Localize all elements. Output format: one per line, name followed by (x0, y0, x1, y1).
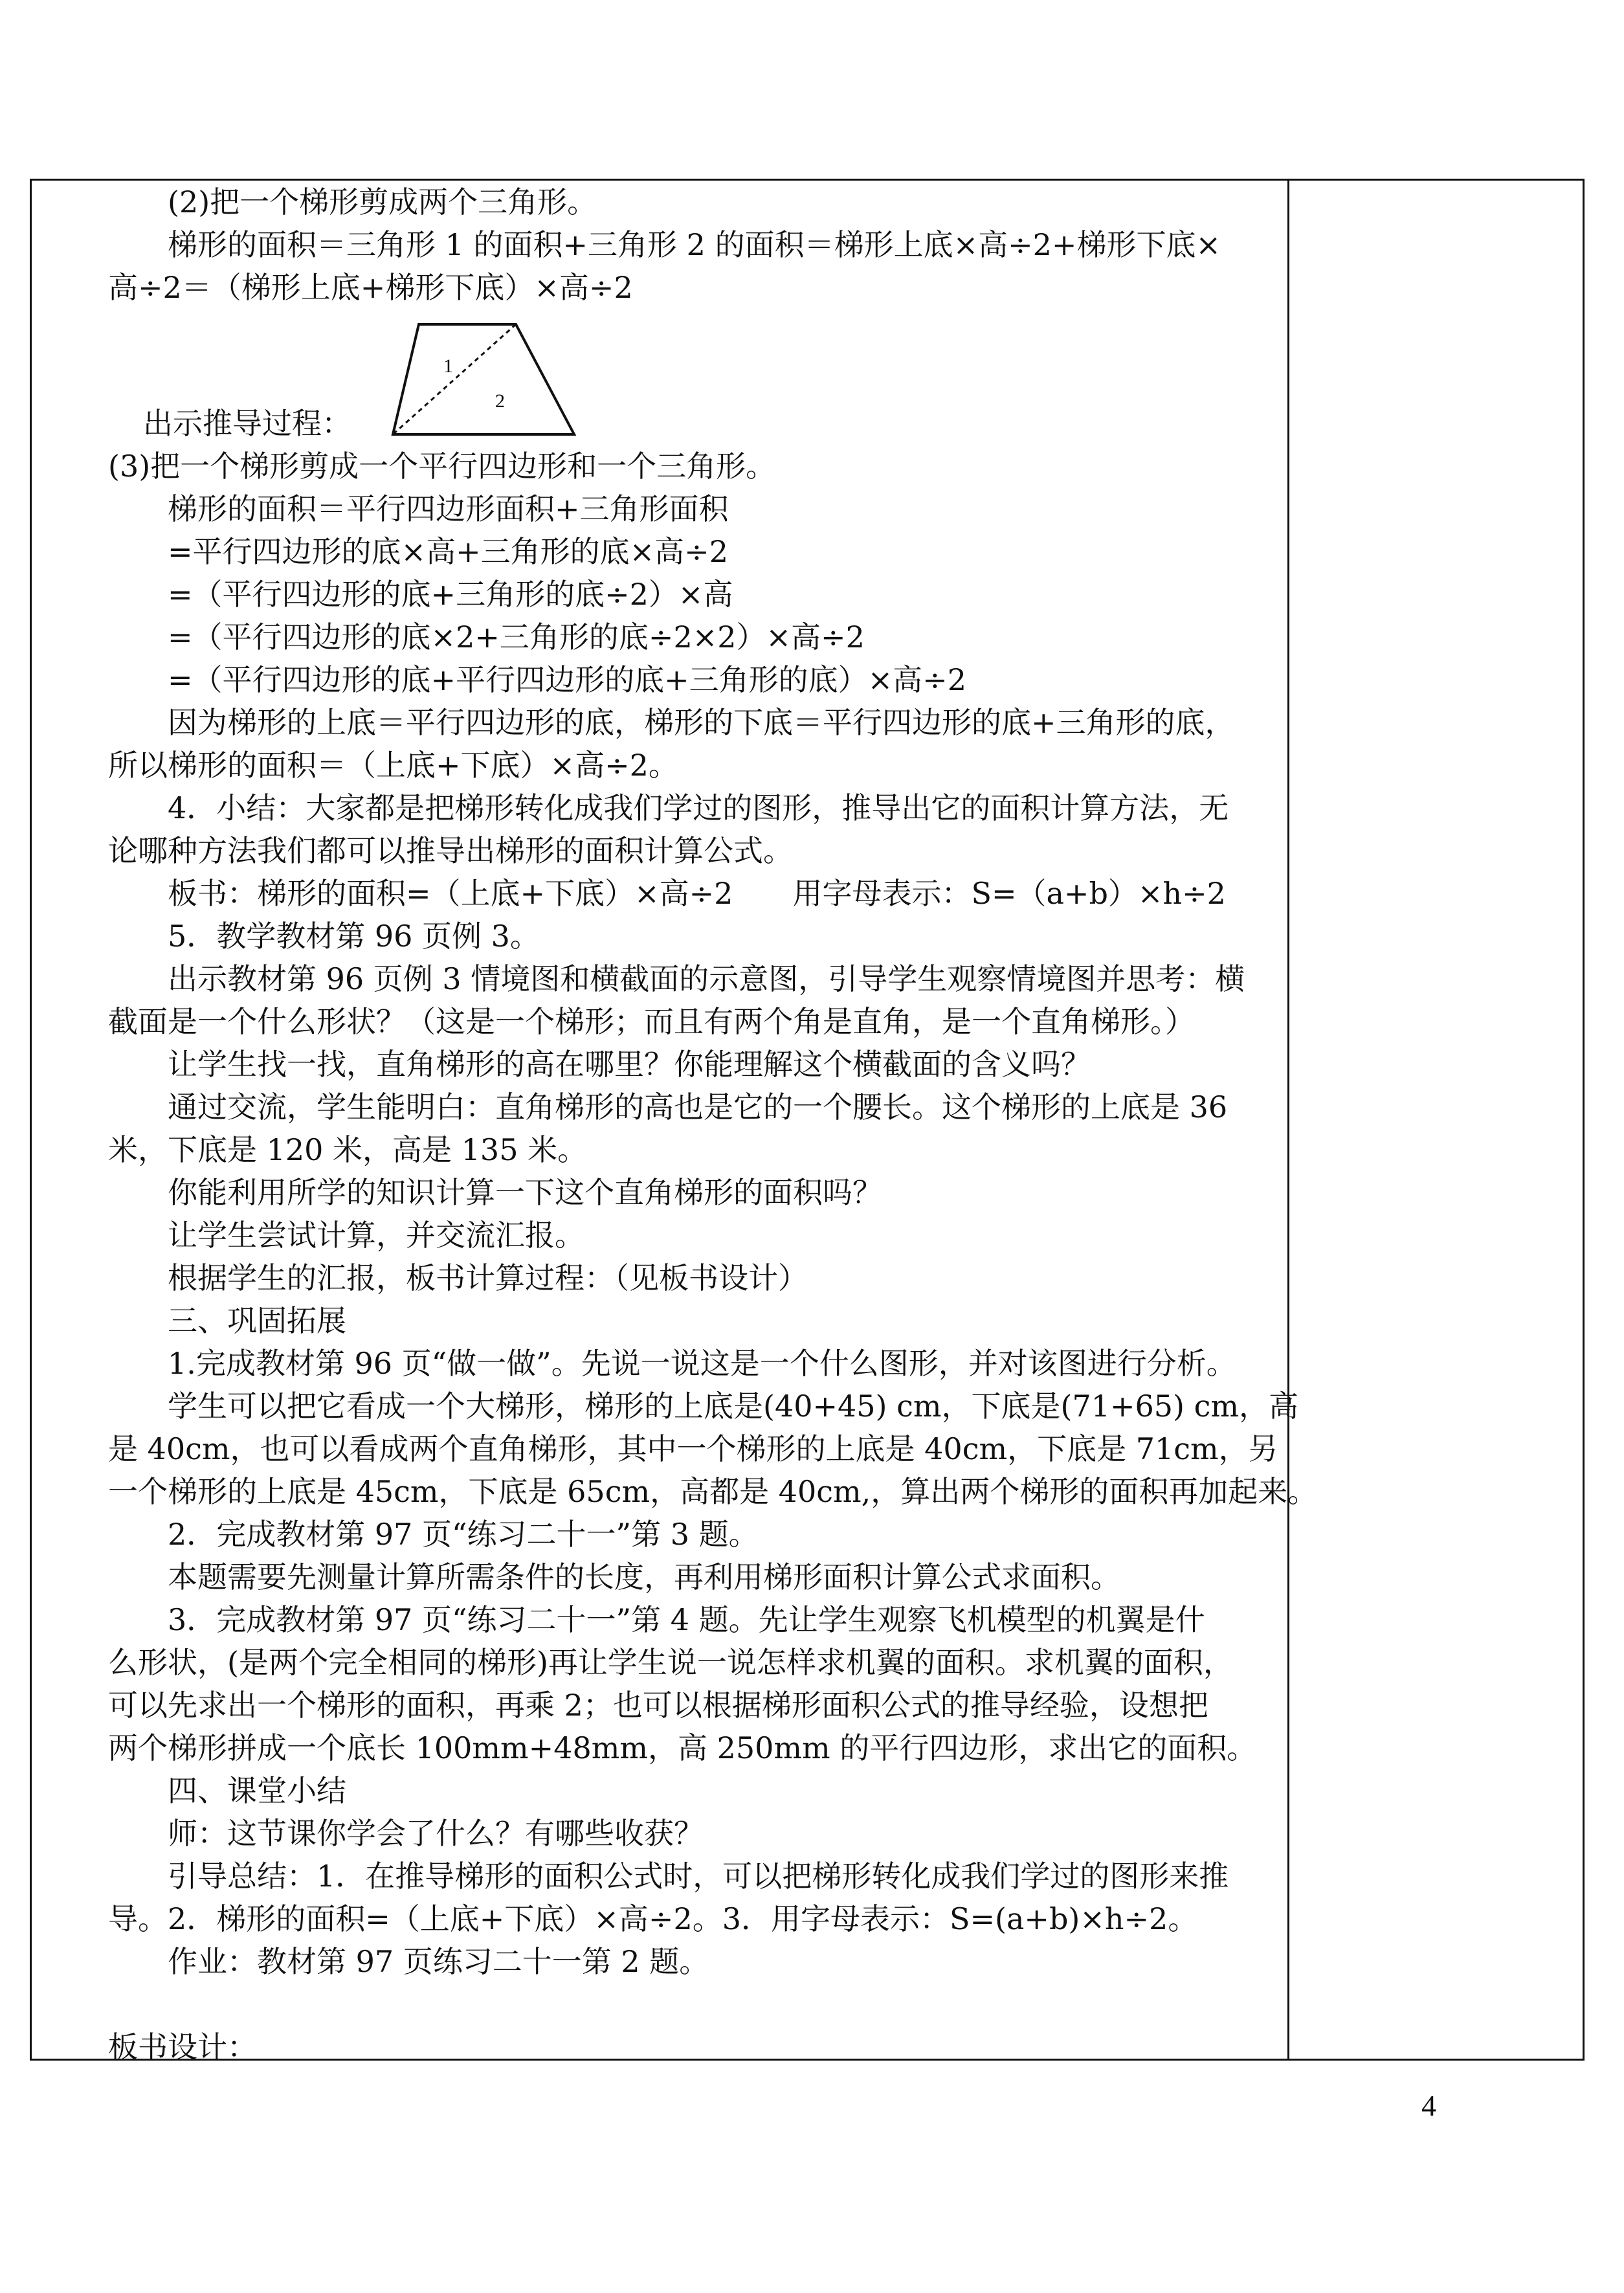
text-line: 作业：教材第 97 页练习二十一第 2 题。 (168, 1944, 709, 1979)
text-line: 2．完成教材第 97 页“练习二十一”第 3 题。 (168, 1517, 759, 1552)
triangle-label-1: 1 (443, 355, 453, 377)
text-line: =平行四边形的底×高+三角形的底×高÷2 (168, 534, 728, 569)
lesson-table (30, 179, 1585, 2064)
trapezoid-shape (393, 324, 574, 434)
text-line: 3．完成教材第 97 页“练习二十一”第 4 题。先让学生观察飞机模型的机翼是什 (168, 1602, 1205, 1637)
text-line: 梯形的面积＝三角形 1 的面积+三角形 2 的面积＝梯形上底×高÷2+梯形下底× (168, 227, 1221, 262)
trapezoid-figure-row (108, 309, 1312, 445)
text-line: 导。2．梯形的面积=（上底+下底）×高÷2。3．用字母表示：S=(a+b)×h÷2。 (108, 1901, 1198, 1936)
text-line: 一个梯形的上底是 45cm，下底是 65cm，高都是 40cm,，算出两个梯形的面积再加起来。 (108, 1474, 1318, 1509)
text-line: 梯形的面积＝平行四边形面积+三角形面积 (168, 491, 729, 526)
board-design-label: 板书设计： (108, 2030, 257, 2064)
text-line: 是 40cm，也可以看成两个直角梯形，其中一个梯形的上底是 40cm，下底是 71cm，另 (108, 1431, 1278, 1466)
section-heading: 三、巩固拓展 (168, 1303, 346, 1338)
text-line: 论哪种方法我们都可以推导出梯形的面积计算公式。 (108, 833, 793, 868)
text-line: 1.完成教材第 96 页“做一做”。先说一说这是一个什么图形，并对该图进行分析。 (168, 1346, 1236, 1381)
text-line: 根据学生的汇报，板书计算过程：（见板书设计） (168, 1260, 808, 1295)
text-line: 本题需要先测量计算所需条件的长度，再利用梯形面积计算公式求面积。 (168, 1560, 1120, 1594)
text-line: 让学生尝试计算，并交流汇报。 (168, 1218, 584, 1253)
text-line: 么形状，(是两个完全相同的梯形)再让学生说一说怎样求机翼的面积。求机翼的面积， (108, 1645, 1233, 1680)
text-line: 引导总结：1．在推导梯形的面积公式时，可以把梯形转化成我们学过的图形来推 (168, 1859, 1229, 1894)
lesson-content (108, 181, 1318, 2068)
text-line: 板书：梯形的面积=（上底+下底）×高÷2 用字母表示：S=（a+b）×h÷2 (168, 876, 1226, 911)
triangle-label-2: 2 (495, 390, 505, 412)
text-line: 可以先求出一个梯形的面积，再乘 2；也可以根据梯形面积公式的推导经验，设想把 (108, 1688, 1208, 1723)
diagonal-dashed-line (393, 324, 516, 434)
text-line: 高÷2＝（梯形上底+梯形下底）×高÷2 (108, 270, 633, 305)
text-line: 两个梯形拼成一个底长 100mm+48mm，高 250mm 的平行四边形，求出它的面积。 (108, 1730, 1257, 1765)
text-line: 所以梯形的面积＝（上底+下底）×高÷2。 (108, 748, 678, 783)
text-line: 因为梯形的上底＝平行四边形的底，梯形的下底＝平行四边形的底+三角形的底， (168, 705, 1235, 740)
text-line: 4．小结：大家都是把梯形转化成我们学过的图形，推导出它的面积计算方法，无 (168, 790, 1229, 825)
text-line: 截面是一个什么形状？（这是一个梯形；而且有两个角是直角，是一个直角梯形。） (108, 1004, 1195, 1039)
text-line: 你能利用所学的知识计算一下这个直角梯形的面积吗？ (168, 1175, 882, 1210)
text-line: 出示推导过程： (143, 406, 351, 441)
text-line: (2)把一个梯形剪成两个三角形。 (168, 185, 597, 219)
text-line: 学生可以把它看成一个大梯形，梯形的上底是(40+45) cm，下底是(71+65) cm，高 (168, 1389, 1299, 1424)
text-line: (3)把一个梯形剪成一个平行四边形和一个三角形。 (108, 449, 776, 484)
text-line: =（平行四边形的底+三角形的底÷2）×高 (168, 577, 733, 612)
text-line: =（平行四边形的底×2+三角形的底÷2×2）×高÷2 (168, 620, 865, 654)
text-line: 让学生找一找，直角梯形的高在哪里？你能理解这个横截面的含义吗？ (168, 1047, 1091, 1082)
page-number: 4 (1421, 2089, 1436, 2122)
text-line: 出示教材第 96 页例 3 情境图和横截面的示意图，引导学生观察情境图并思考：横 (168, 961, 1245, 996)
text-line: 米，下底是 120 米，高是 135 米。 (108, 1132, 588, 1167)
trapezoid-diagram (386, 318, 581, 441)
section-heading: 四、课堂小结 (168, 1773, 346, 1808)
text-line: 通过交流，学生能明白：直角梯形的高也是它的一个腰长。这个梯形的上底是 36 (168, 1090, 1228, 1124)
text-line: =（平行四边形的底+平行四边形的底+三角形的底）×高÷2 (168, 662, 966, 697)
text-line: 5．教学教材第 96 页例 3。 (168, 919, 540, 954)
text-line: 师：这节课你学会了什么？有哪些收获？ (168, 1816, 704, 1851)
